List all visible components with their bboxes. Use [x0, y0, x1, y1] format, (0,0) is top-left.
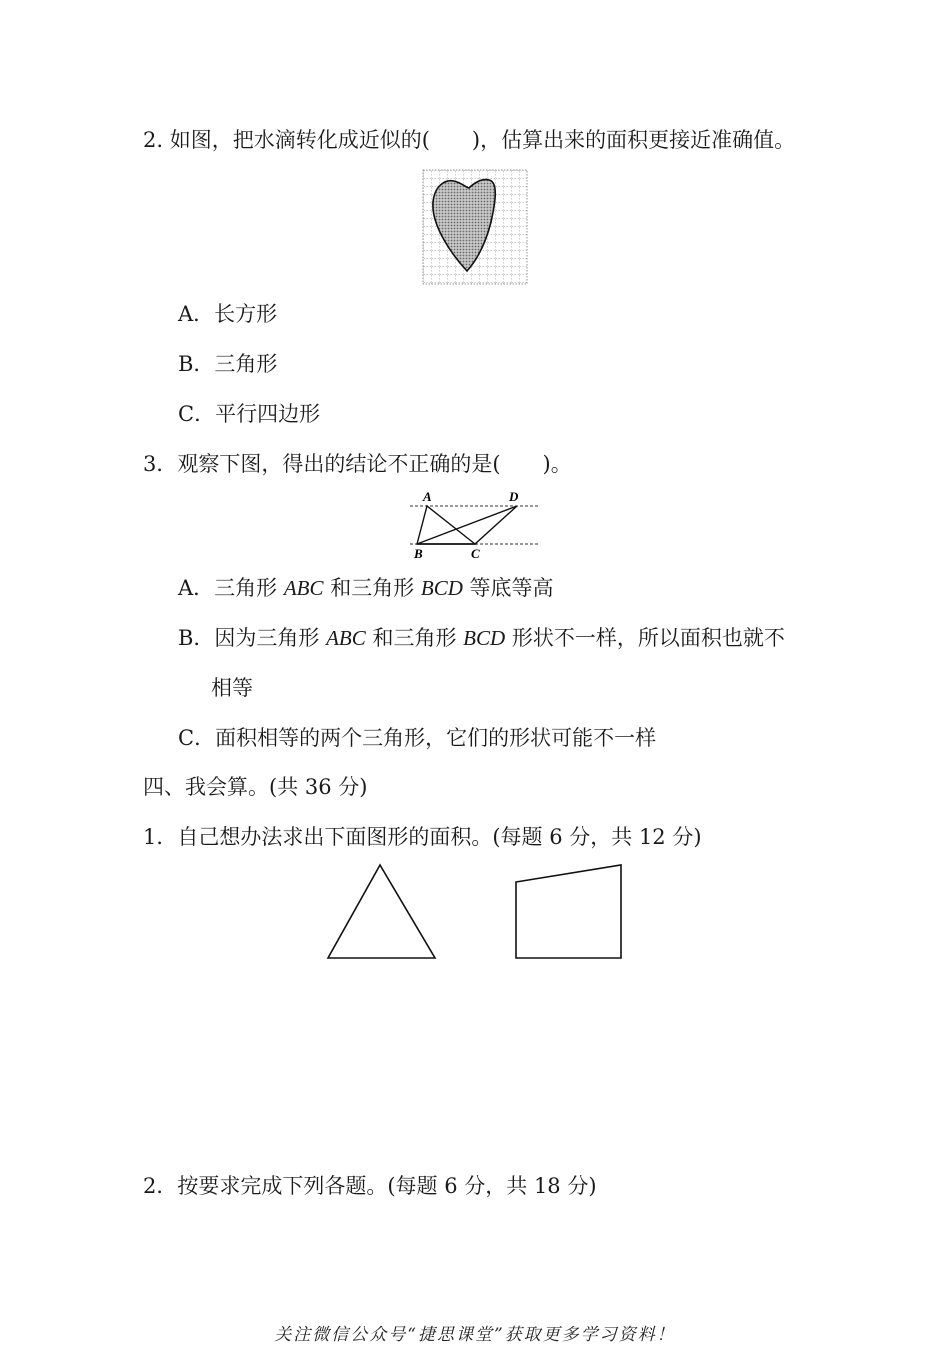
q3-option-b-bcd: BCD — [463, 626, 506, 650]
footer-note: 关注微信公众号“捷思课堂”获取更多学习资料！ — [274, 1325, 676, 1345]
label-b: B — [414, 546, 423, 561]
q3-option-c: C．面积相等的两个三角形，它们的形状可能不一样 — [178, 726, 657, 750]
q2-option-c: C．平行四边形 — [178, 402, 321, 426]
triangle-shape — [325, 862, 439, 962]
q3-option-a-part1: A．三角形 — [178, 576, 284, 600]
triangles-figure — [405, 488, 545, 563]
q3-option-b-line2: 相等 — [211, 676, 253, 700]
q3-option-b-abc: ABC — [326, 626, 366, 650]
q3-option-a — [178, 574, 554, 602]
question-3-text: 3．观察下图，得出的结论不正确的是( )。 — [143, 452, 572, 476]
q3-option-a-part3: 等底等高 — [462, 576, 554, 600]
q3-option-b-part1: B．因为三角形 — [178, 626, 327, 650]
q2-option-b: B．三角形 — [178, 352, 278, 376]
q3-option-a-abc: ABC — [283, 576, 324, 600]
q3-option-a-part2: 和三角形 — [323, 576, 421, 600]
section-4-title: 四、我会算。(共 36 分) — [143, 775, 368, 799]
label-a: A — [423, 489, 432, 504]
q3-option-b — [178, 624, 785, 652]
label-d: D — [509, 489, 519, 504]
q3-option-b-part3: 形状不一样，所以面积也就不 — [505, 626, 785, 650]
q3-option-b-part2: 和三角形 — [365, 626, 464, 650]
q2-option-a: A．长方形 — [178, 302, 278, 326]
water-drop-figure — [423, 170, 527, 284]
q3-option-a-bcd: BCD — [420, 576, 463, 600]
trapezoid-shape — [513, 862, 625, 962]
label-c: C — [471, 546, 480, 561]
section-4-question-1: 1．自己想办法求出下面图形的面积。(每题 6 分，共 12 分) — [143, 825, 702, 849]
section-4-question-2: 2．按要求完成下列各题。(每题 6 分，共 18 分) — [143, 1174, 597, 1198]
question-2-text: 2. 如图，把水滴转化成近似的( )，估算出来的面积更接近准确值。 — [143, 128, 796, 152]
